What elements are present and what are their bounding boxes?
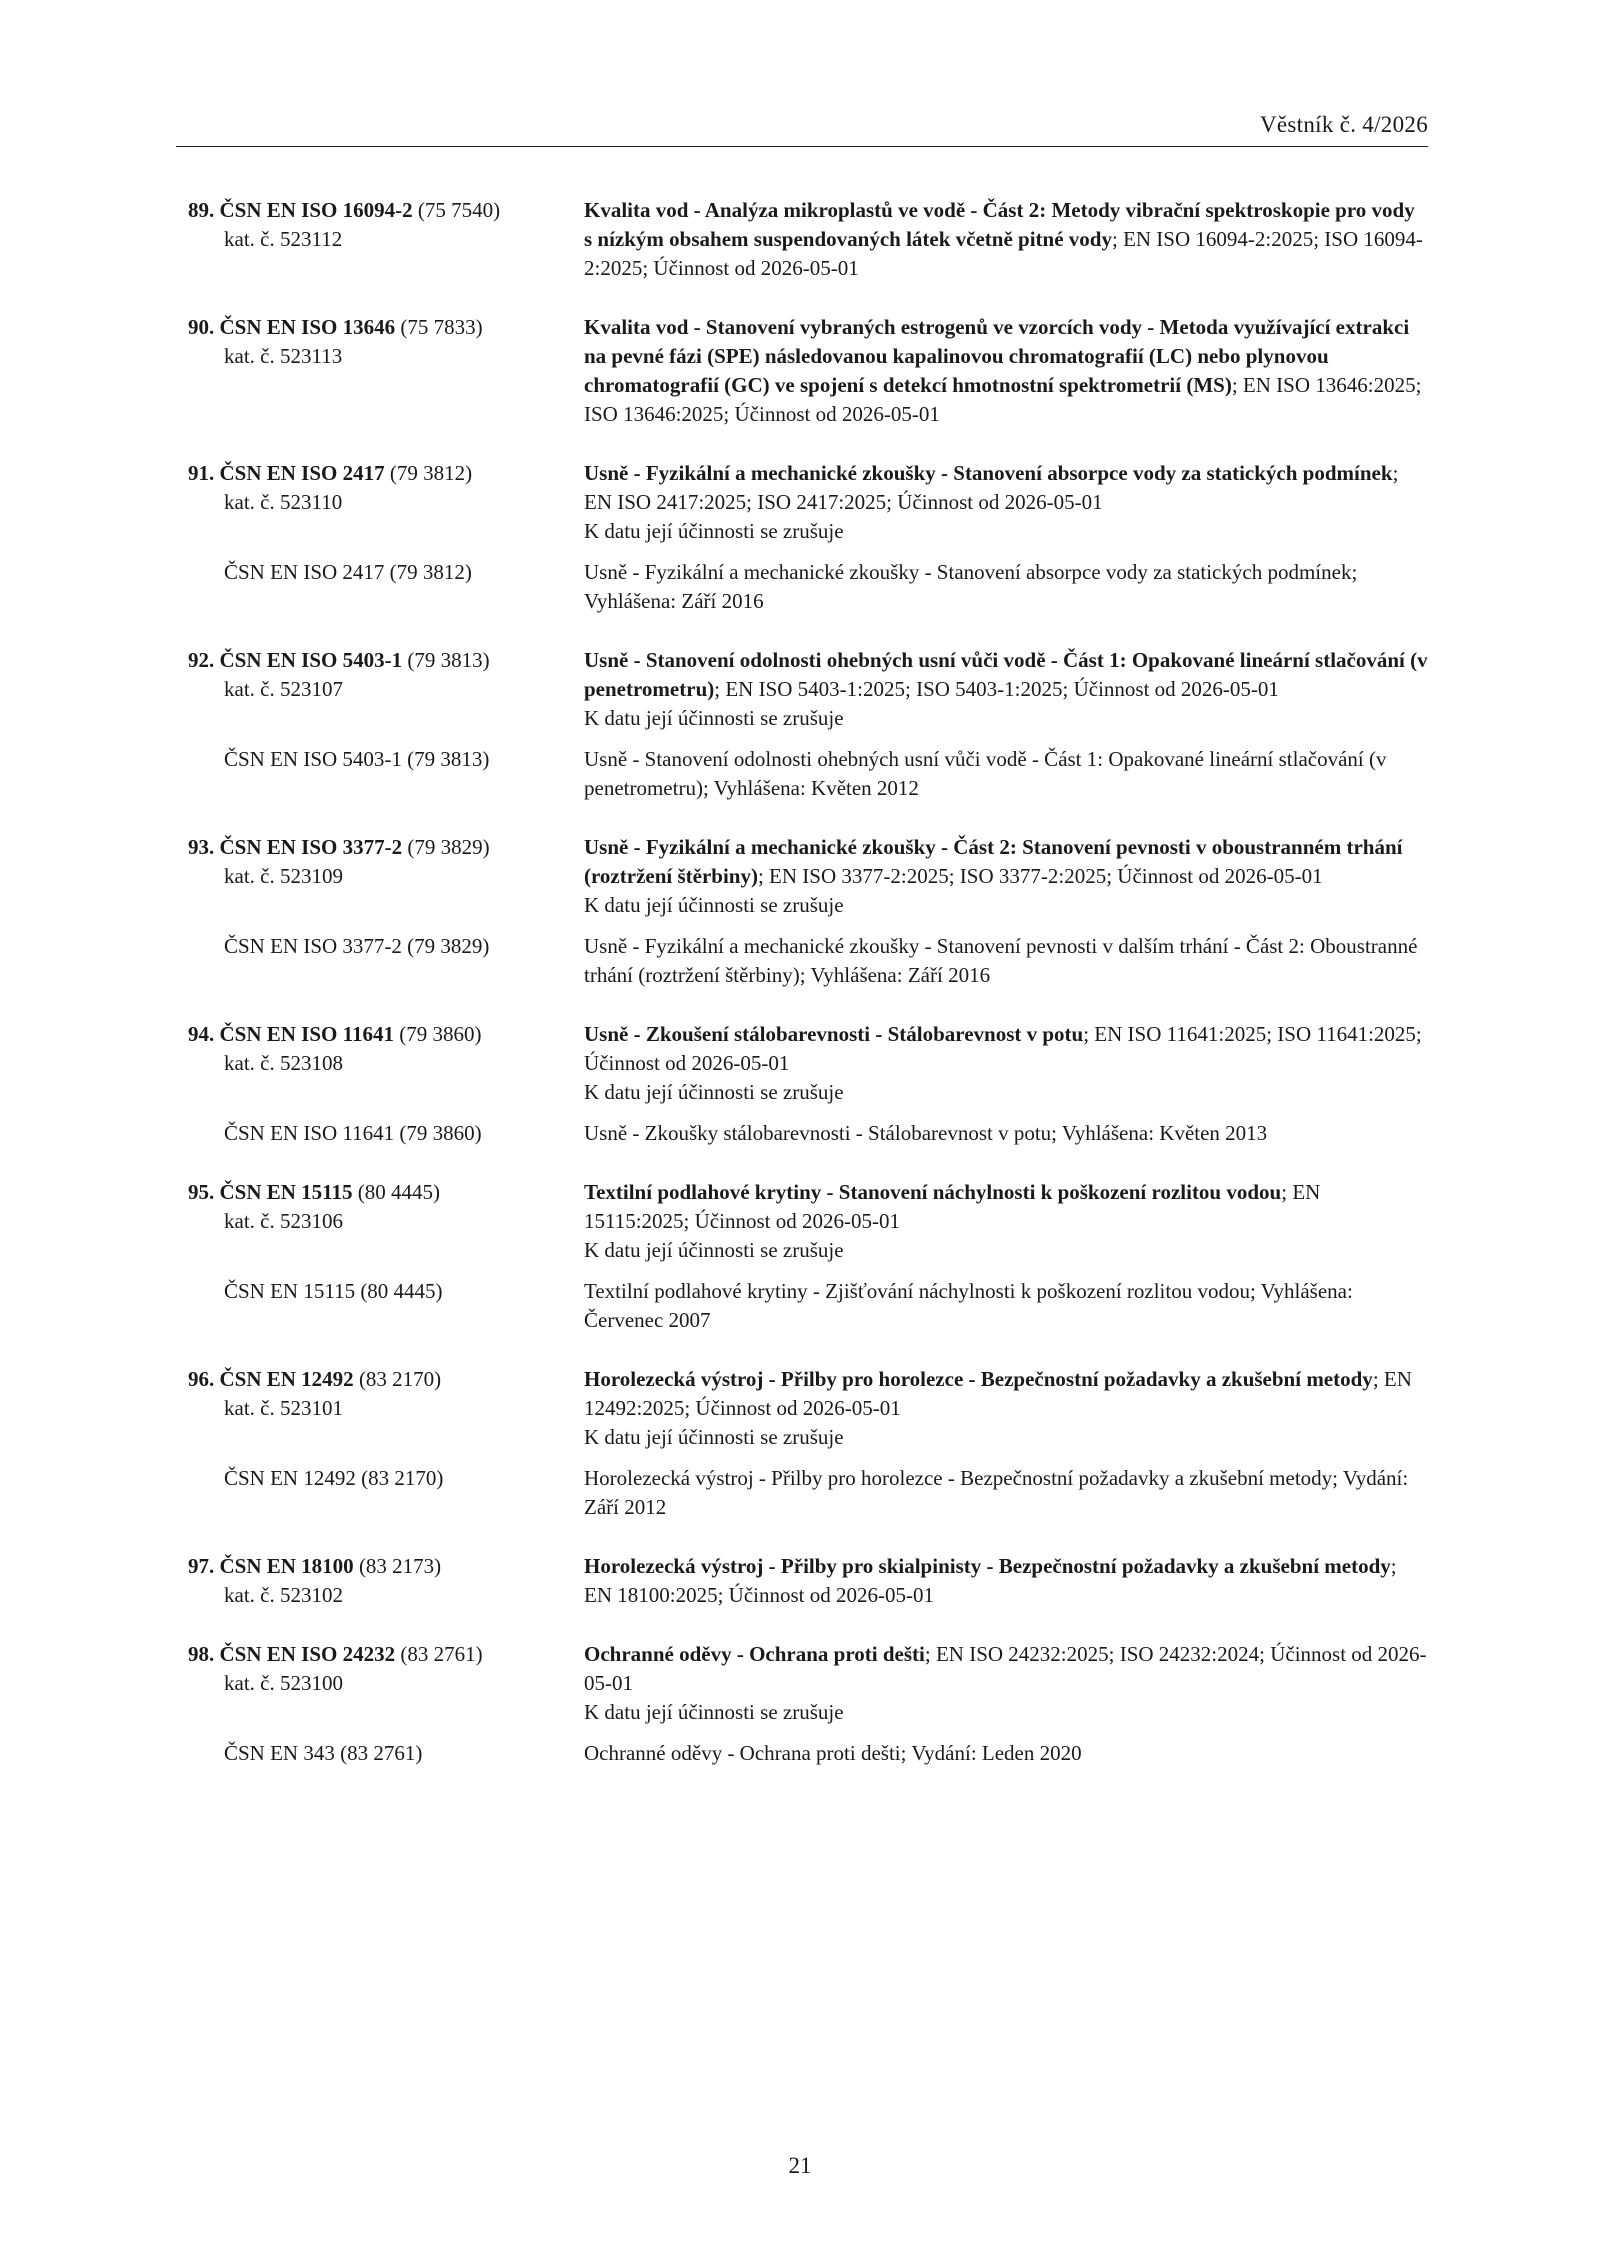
entry-number: 94. bbox=[188, 1022, 215, 1046]
catalog-number: kat. č. 523106 bbox=[224, 1209, 343, 1233]
entry-identifier bbox=[188, 313, 584, 429]
entry-row bbox=[188, 833, 1428, 920]
replaced-standard-text: Horolezecká výstroj - Přilby pro horolezce - Bezpečnostní požadavky a zkušební metody; Vydání: Září 2012 bbox=[584, 1466, 1409, 1519]
replaced-standard-row bbox=[188, 932, 1428, 990]
replaced-standard-code: ČSN EN ISO 11641 (79 3860) bbox=[224, 1121, 482, 1145]
standard-details: ; EN 15115:2025; Účinnost od 2026-05-01 bbox=[584, 1180, 1321, 1233]
entry-description bbox=[584, 833, 1428, 920]
entry-number: 95. bbox=[188, 1180, 215, 1204]
entry-description bbox=[584, 459, 1428, 546]
catalog-number: kat. č. 523113 bbox=[224, 344, 343, 368]
standard-details: ; EN 12492:2025; Účinnost od 2026-05-01 bbox=[584, 1367, 1412, 1420]
standard-code: ČSN EN ISO 13646 bbox=[219, 315, 396, 339]
entry-description bbox=[584, 313, 1428, 429]
entry-row bbox=[188, 1552, 1428, 1610]
replaced-standard-row bbox=[188, 745, 1428, 803]
standard-title: Kvalita vod - Analýza mikroplastů ve vodě - Část 2: Metody vibrační spektroskopie pro vody s nízkým obsahem suspendovaných látek včetně pitné vody bbox=[584, 198, 1415, 251]
standard-code: ČSN EN 15115 bbox=[219, 1180, 353, 1204]
replaced-standard-text: Usně - Stanovení odolnosti ohebných usní vůči vodě - Část 1: Opakované lineární stlačování (v penetrometru); Vyhlášena: Květen 2012 bbox=[584, 747, 1387, 800]
classification-code: (79 3813) bbox=[407, 648, 490, 672]
standard-entry-91 bbox=[188, 459, 1428, 616]
standard-details: ; EN ISO 13646:2025; ISO 13646:2025; Účinnost od 2026-05-01 bbox=[584, 373, 1422, 426]
catalog-number: kat. č. 523108 bbox=[224, 1051, 343, 1075]
entry-description bbox=[584, 1640, 1428, 1727]
standard-entry-92 bbox=[188, 646, 1428, 803]
catalog-number: kat. č. 523107 bbox=[224, 677, 343, 701]
replaced-standard-row bbox=[188, 1119, 1428, 1148]
standard-title: Kvalita vod - Stanovení vybraných estrogenů ve vzorcích vody - Metoda využívající extrakci na pevné fázi (SPE) následovanou kapalinovou chromatografií (LC) nebo plynovou chromatografií (GC) ve spojení s detekcí hmotnostní spektrometrií (MS) bbox=[584, 315, 1410, 397]
standard-title: Usně - Stanovení odolnosti ohebných usní vůči vodě - Část 1: Opakované lineární stlačování (v penetrometru) bbox=[584, 648, 1428, 701]
entry-identifier bbox=[188, 1178, 584, 1265]
entry-identifier bbox=[188, 196, 584, 283]
replaced-standard-code: ČSN EN 343 (83 2761) bbox=[224, 1741, 423, 1765]
standard-code: ČSN EN ISO 24232 bbox=[219, 1642, 396, 1666]
standard-title: Ochranné oděvy - Ochrana proti dešti bbox=[584, 1642, 925, 1666]
replaced-standard-text: Usně - Zkoušky stálobarevnosti - Stálobarevnost v potu; Vyhlášena: Květen 2013 bbox=[584, 1121, 1268, 1145]
standard-title: Horolezecká výstroj - Přilby pro horolezce - Bezpečnostní požadavky a zkušební metody bbox=[584, 1367, 1373, 1391]
standard-code: ČSN EN 12492 bbox=[219, 1367, 354, 1391]
classification-code: (75 7833) bbox=[400, 315, 483, 339]
replaced-standard-row bbox=[188, 558, 1428, 616]
entry-row bbox=[188, 196, 1428, 283]
entry-number: 96. bbox=[188, 1367, 215, 1391]
entry-number: 97. bbox=[188, 1554, 215, 1578]
classification-code: (79 3812) bbox=[389, 461, 473, 485]
standard-code: ČSN EN ISO 2417 bbox=[219, 461, 385, 485]
cancellation-note: K datu její účinnosti se zrušuje bbox=[584, 706, 844, 730]
cancellation-note: K datu její účinnosti se zrušuje bbox=[584, 1238, 844, 1262]
entry-identifier bbox=[188, 833, 584, 920]
standard-title: Textilní podlahové krytiny - Stanovení náchylnosti k poškození rozlitou vodou bbox=[584, 1180, 1282, 1204]
catalog-number: kat. č. 523101 bbox=[224, 1396, 343, 1420]
replaced-standard-code: ČSN EN ISO 3377-2 (79 3829) bbox=[224, 934, 490, 958]
standard-title: Horolezecká výstroj - Přilby pro skialpinisty - Bezpečnostní požadavky a zkušební metody bbox=[584, 1554, 1391, 1578]
entry-description bbox=[584, 1178, 1428, 1265]
replaced-standard-row bbox=[188, 1739, 1428, 1768]
standard-entry-98 bbox=[188, 1640, 1428, 1768]
bulletin-title: Věstník č. 4/2026 bbox=[1260, 112, 1428, 137]
entry-description bbox=[584, 1365, 1428, 1452]
standard-details: ; EN ISO 16094-2:2025; ISO 16094-2:2025; Účinnost od 2026-05-01 bbox=[584, 227, 1423, 280]
standard-entry-94 bbox=[188, 1020, 1428, 1148]
standard-code: ČSN EN ISO 11641 bbox=[219, 1022, 394, 1046]
entry-identifier bbox=[188, 646, 584, 733]
catalog-number: kat. č. 523102 bbox=[224, 1583, 343, 1607]
classification-code: (80 4445) bbox=[357, 1180, 441, 1204]
page-header bbox=[176, 112, 1428, 147]
replaced-standard-text: Usně - Fyzikální a mechanické zkoušky - Stanovení absorpce vody za statických podmínek; Vyhlášena: Září 2016 bbox=[584, 560, 1358, 613]
standard-entry-90 bbox=[188, 313, 1428, 429]
standard-entry-95 bbox=[188, 1178, 1428, 1335]
entry-row bbox=[188, 313, 1428, 429]
cancellation-note: K datu její účinnosti se zrušuje bbox=[584, 893, 844, 917]
standard-code: ČSN EN ISO 5403-1 bbox=[219, 648, 403, 672]
standard-entry-96 bbox=[188, 1365, 1428, 1522]
replaced-standard-code: ČSN EN ISO 2417 (79 3812) bbox=[224, 560, 472, 584]
classification-code: (75 7540) bbox=[417, 198, 501, 222]
standard-entry-89 bbox=[188, 196, 1428, 283]
standard-details: ; EN ISO 3377-2:2025; ISO 3377-2:2025; Účinnost od 2026-05-01 bbox=[757, 864, 1323, 888]
entry-row bbox=[188, 1365, 1428, 1452]
classification-code: (83 2761) bbox=[400, 1642, 483, 1666]
entry-identifier bbox=[188, 1020, 584, 1107]
replaced-standard-code: ČSN EN 12492 (83 2170) bbox=[224, 1466, 444, 1490]
replaced-standard-code: ČSN EN ISO 5403-1 (79 3813) bbox=[224, 747, 490, 771]
entry-identifier bbox=[188, 459, 584, 546]
entry-row bbox=[188, 646, 1428, 733]
standard-title: Usně - Fyzikální a mechanické zkoušky - Stanovení absorpce vody za statických podmínek bbox=[584, 461, 1393, 485]
standard-details: ; EN ISO 5403-1:2025; ISO 5403-1:2025; Účinnost od 2026-05-01 bbox=[714, 677, 1279, 701]
standards-list bbox=[188, 196, 1428, 1798]
standard-details: ; EN ISO 11641:2025; ISO 11641:2025; Účinnost od 2026-05-01 bbox=[584, 1022, 1422, 1075]
standard-entry-93 bbox=[188, 833, 1428, 990]
entry-row bbox=[188, 1640, 1428, 1727]
entry-number: 90. bbox=[188, 315, 215, 339]
entry-number: 98. bbox=[188, 1642, 215, 1666]
entry-description bbox=[584, 196, 1428, 283]
entry-description bbox=[584, 646, 1428, 733]
entry-number: 93. bbox=[188, 835, 215, 859]
standard-title: Usně - Fyzikální a mechanické zkoušky - Část 2: Stanovení pevnosti v oboustranném trhání (roztržení štěrbiny) bbox=[584, 835, 1403, 888]
replaced-standard-code: ČSN EN 15115 (80 4445) bbox=[224, 1279, 443, 1303]
entry-row bbox=[188, 1178, 1428, 1265]
classification-code: (79 3860) bbox=[399, 1022, 482, 1046]
standard-code: ČSN EN ISO 16094-2 bbox=[219, 198, 413, 222]
replaced-standard-text: Textilní podlahové krytiny - Zjišťování náchylnosti k poškození rozlitou vodou; Vyhlášena: Červenec 2007 bbox=[584, 1279, 1353, 1332]
replaced-standard-text: Usně - Fyzikální a mechanické zkoušky - Stanovení pevnosti v dalším trhání - Část 2: Oboustranné trhání (roztržení štěrbiny); Vyhlášena: Září 2016 bbox=[584, 934, 1418, 987]
entry-row bbox=[188, 1020, 1428, 1107]
standard-code: ČSN EN 18100 bbox=[219, 1554, 354, 1578]
standard-details: ; EN 18100:2025; Účinnost od 2026-05-01 bbox=[584, 1554, 1397, 1607]
classification-code: (83 2173) bbox=[358, 1554, 442, 1578]
classification-code: (79 3829) bbox=[407, 835, 490, 859]
entry-description bbox=[584, 1020, 1428, 1107]
entry-identifier bbox=[188, 1640, 584, 1727]
catalog-number: kat. č. 523109 bbox=[224, 864, 343, 888]
cancellation-note: K datu její účinnosti se zrušuje bbox=[584, 1080, 844, 1104]
standard-details: ; EN ISO 24232:2025; ISO 24232:2024; Účinnost od 2026-05-01 bbox=[584, 1642, 1427, 1695]
standard-title: Usně - Zkoušení stálobarevnosti - Stálobarevnost v potu bbox=[584, 1022, 1084, 1046]
entry-row bbox=[188, 459, 1428, 546]
catalog-number: kat. č. 523112 bbox=[224, 227, 343, 251]
entry-number: 92. bbox=[188, 648, 215, 672]
standard-entry-97 bbox=[188, 1552, 1428, 1610]
page-number: 21 bbox=[788, 2153, 812, 2178]
replaced-standard-row bbox=[188, 1464, 1428, 1522]
replaced-standard-row bbox=[188, 1277, 1428, 1335]
cancellation-note: K datu její účinnosti se zrušuje bbox=[584, 1700, 844, 1724]
cancellation-note: K datu její účinnosti se zrušuje bbox=[584, 519, 844, 543]
entry-number: 89. bbox=[188, 198, 215, 222]
replaced-standard-text: Ochranné oděvy - Ochrana proti dešti; Vydání: Leden 2020 bbox=[584, 1741, 1082, 1765]
entry-identifier bbox=[188, 1365, 584, 1452]
standard-code: ČSN EN ISO 3377-2 bbox=[219, 835, 403, 859]
catalog-number: kat. č. 523110 bbox=[224, 490, 343, 514]
classification-code: (83 2170) bbox=[358, 1367, 442, 1391]
entry-number: 91. bbox=[188, 461, 215, 485]
entry-description bbox=[584, 1552, 1428, 1610]
catalog-number: kat. č. 523100 bbox=[224, 1671, 343, 1695]
entry-identifier bbox=[188, 1552, 584, 1610]
standard-details: ; EN ISO 2417:2025; ISO 2417:2025; Účinnost od 2026-05-01 bbox=[584, 461, 1399, 514]
cancellation-note: K datu její účinnosti se zrušuje bbox=[584, 1425, 844, 1449]
